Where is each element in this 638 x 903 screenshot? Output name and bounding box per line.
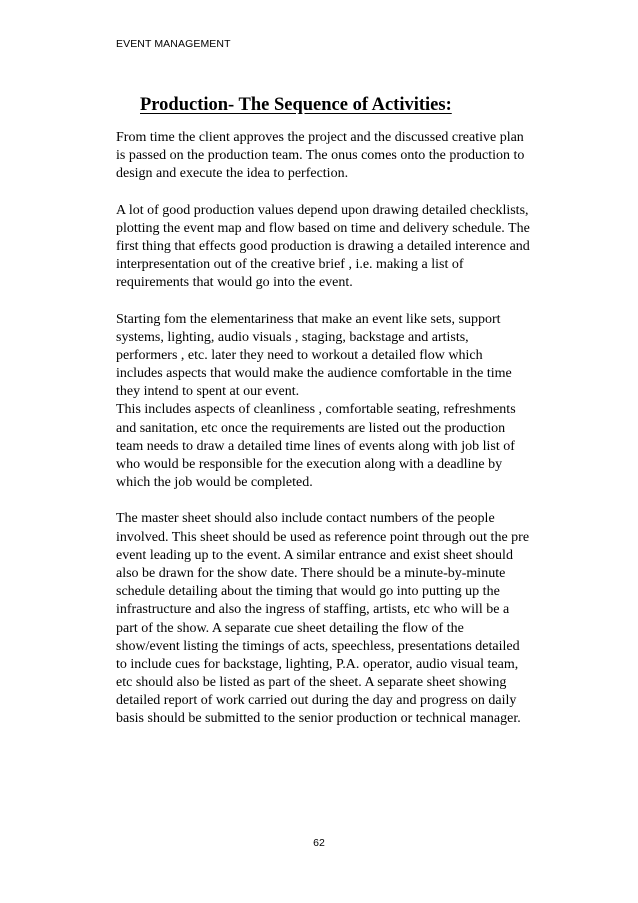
- text-line: A lot of good production values depend upon drawing detailed checklists,: [116, 202, 529, 218]
- text-line: interpresentation out of the creative brief , i.e. making a list of: [116, 257, 464, 273]
- text-line: detailed report of work carried out during the day and progress on daily: [116, 693, 517, 709]
- text-line: is passed on the production team. The onus comes onto the production to: [116, 148, 525, 164]
- text-line: basis should be submitted to the senior production or technical manager.: [116, 711, 521, 727]
- text-line: Starting fom the elementariness that make an event like sets, support: [116, 311, 501, 327]
- text-line: The master sheet should also include contact numbers of the people: [116, 511, 495, 527]
- paragraph: [116, 129, 566, 184]
- text-line: show/event listing the timings of acts, speechless, presentations detailed: [116, 638, 520, 654]
- text-line: design and execute the idea to perfection.: [116, 166, 349, 182]
- text-line: first thing that effects good production is drawing a detailed interence and: [116, 238, 530, 254]
- paragraph: [116, 510, 566, 728]
- text-line: plotting the event map and flow based on time and delivery schedule. The: [116, 220, 530, 236]
- text-line: event leading up to the event. A similar entrance and exist sheet should: [116, 547, 513, 563]
- text-line: they intend to spent at our event.: [116, 384, 300, 400]
- page-number: 62: [313, 837, 325, 849]
- body-text: [116, 129, 566, 747]
- text-line: also be drawn for the show date. There should be a minute-by-minute: [116, 565, 506, 581]
- paragraph: [116, 401, 566, 492]
- text-line: and sanitation, etc once the requirements are listed out the production: [116, 420, 506, 436]
- section-title: Production- The Sequence of Activities:: [140, 95, 452, 115]
- text-line: involved. This sheet should be used as reference point through out the pre: [116, 529, 530, 545]
- text-line: includes aspects that would make the audience comfortable in the time: [116, 366, 512, 382]
- text-line: part of the show. A separate cue sheet detailing the flow of the: [116, 620, 464, 636]
- text-line: performers , etc. later they need to workout a detailed flow which: [116, 347, 483, 363]
- text-line: which the job would be completed.: [116, 475, 313, 491]
- text-line: This includes aspects of cleanliness , comfortable seating, refreshments: [116, 402, 516, 418]
- text-line: requirements that would go into the event.: [116, 275, 353, 291]
- paragraph: [116, 202, 566, 293]
- text-line: team needs to draw a detailed time lines of events along with job list of: [116, 438, 515, 454]
- text-line: who would be responsible for the execution along with a deadline by: [116, 457, 503, 472]
- running-header: EVENT MANAGEMENT: [116, 38, 231, 50]
- text-line: From time the client approves the project and the discussed creative plan: [116, 130, 524, 145]
- text-line: infrastructure and also the ingress of staffing, artists, etc who will be a: [116, 602, 510, 618]
- text-line: systems, lighting, audio visuals , staging, backstage and artists,: [116, 329, 469, 345]
- text-line: to include cues for backstage, lighting, P.A. operator, audio visual team,: [116, 656, 519, 672]
- text-line: etc should also be listed as part of the sheet. A separate sheet showing: [116, 675, 507, 691]
- paragraph: [116, 311, 566, 402]
- text-line: schedule detailing about the timing that would go into putting up the: [116, 584, 500, 600]
